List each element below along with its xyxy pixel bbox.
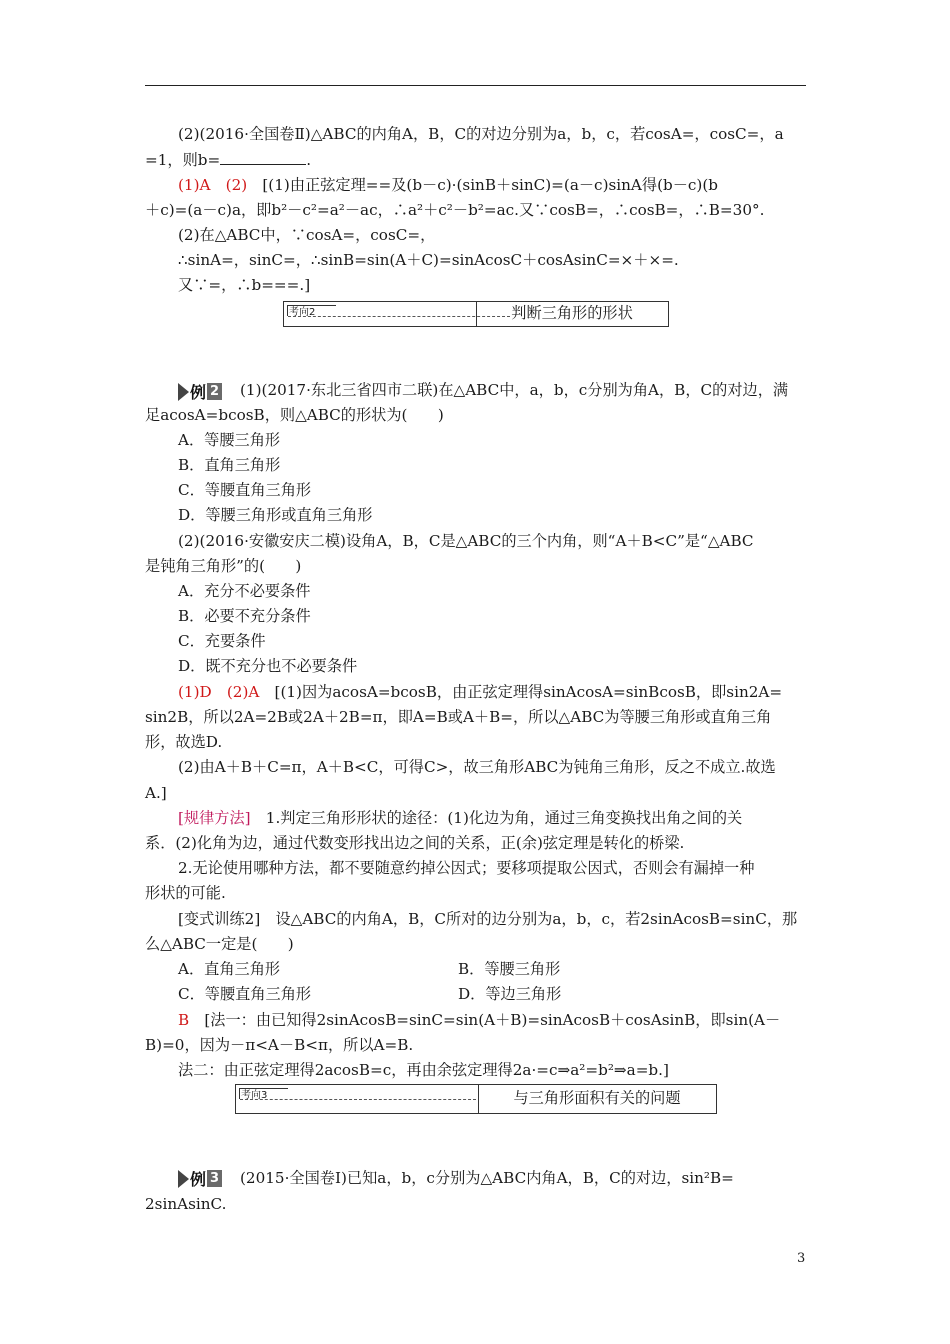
example-number: 3 — [207, 1170, 222, 1187]
example-2-answer-line4: (2)由A＋B＋C=π，A＋B<C，可得C>，故三角形ABC为钝角三角形，反之不成立.故选 — [178, 758, 776, 776]
example-2-answer-line5: A.] — [145, 784, 167, 802]
example-number: 2 — [207, 383, 222, 400]
variant-2-line2: 么△ABC一定是( ) — [145, 935, 294, 953]
topic-title: 判断三角形的形状 — [511, 304, 633, 322]
variant-2-answer-line2: B)=0，因为－π<A－B<π，所以A=B. — [145, 1036, 414, 1054]
example-2-answer-line3: 形，故选D. — [145, 733, 223, 751]
option: C．等腰直角三角形 — [178, 985, 312, 1003]
answer-label: (1)D (2)A — [178, 683, 260, 701]
variant-2-line1: [变式训练2] 设△ABC的内角A，B，C所对的边分别为a，b，c，若2sinAcosB=sinC，那 — [178, 910, 798, 928]
option: B．等腰三角形 — [458, 960, 561, 978]
answer-line4: ∴sinA=，sinC=，∴sinB=sin(A＋C)=sinAcosC＋cosAsinC=×＋×=. — [178, 251, 679, 269]
example-2-q1-line1: (1)(2017·东北三省四市二联)在△ABC中，a，b，c分别为角A，B，C的对边，满 — [240, 381, 789, 399]
method-line4: 形状的可能. — [145, 884, 226, 902]
example-2-answer-line2: sin2B，所以2A=2B或2A＋2B=π，即A=B或A＋B=，所以△ABC为等腰三角形或直角三角 — [145, 708, 772, 726]
topic-title: 与三角形面积有关的问题 — [513, 1089, 681, 1107]
topic-3-header — [235, 1084, 717, 1114]
question-2-text: =1，则b= — [145, 151, 221, 169]
answer-text: [(1)因为acosA=bcosB，由正弦定理得sinAcosA=sinBcosB，即sin2A= — [259, 683, 783, 701]
example-2-answer-line1 — [178, 682, 782, 702]
example-2-q2-line2: 是钝角三角形”的( ) — [145, 557, 302, 575]
option: D．等边三角形 — [458, 985, 562, 1003]
answer-line1 — [178, 175, 718, 195]
example-3-line2: 2sinAsinC. — [145, 1195, 227, 1213]
topic-2-header — [283, 301, 669, 327]
variant-2-answer-line1 — [178, 1010, 780, 1030]
option: B．直角三角形 — [178, 456, 281, 474]
method-line1 — [178, 808, 742, 828]
answer-text: [(1)由正弦定理==及(b－c)·(sinB＋sinC)=(a－c)sinA得(b－c)(b — [247, 176, 718, 194]
triangle-icon — [178, 1170, 189, 1188]
example-3-badge — [178, 1167, 222, 1190]
question-2-line2 — [145, 150, 311, 170]
method-text: 1.判定三角形形状的途径：(1)化边为角，通过三角变换找出角之间的关 — [250, 809, 743, 827]
option: B．必要不充分条件 — [178, 607, 311, 625]
example-2-q1-line2: 足acosA=bcosB，则△ABC的形状为( ) — [145, 406, 444, 424]
example-label: 例 — [190, 383, 207, 402]
answer-line2: ＋c)=(a－c)a，即b²－c²=a²－ac，∴a²＋c²－b²=ac.又∵cosB=，∴cosB=，∴B=30°. — [145, 201, 765, 219]
dashed-line — [240, 1099, 476, 1100]
method-line2: 系．(2)化角为边，通过代数变形找出边之间的关系，正(余)弦定理是转化的桥梁. — [145, 834, 685, 852]
question-2-end: . — [306, 151, 312, 169]
answer-blank — [220, 150, 306, 165]
method-label: [规律方法] — [178, 809, 251, 827]
example-2-badge — [178, 380, 222, 403]
variant-2-answer-line3: 法二：由正弦定理得2acosB=c，再由余弦定理得2a·=c⇒a²=b²⇒a=b.] — [178, 1061, 669, 1079]
example-3-line1: (2015·全国卷Ⅰ)已知a，b，c分别为△ABC内角A，B，C的对边，sin²B= — [240, 1169, 734, 1187]
tag-label: 考向3 — [241, 1090, 268, 1101]
option: A．充分不必要条件 — [178, 582, 311, 600]
example-2-q2-line1: (2)(2016·安徽安庆二模)设角A，B，C是△ABC的三个内角，则“A＋B<C”是“△ABC — [178, 532, 754, 550]
tag-label: 考向2 — [289, 307, 316, 318]
method-line3: 2.无论使用哪种方法，都不要随意约掉公因式；要移项提取公因式，否则会有漏掉一种 — [178, 859, 755, 877]
option: D．既不充分也不必要条件 — [178, 657, 358, 675]
answer-line5: 又∵=，∴b===.] — [178, 276, 311, 294]
answer-label: B — [178, 1011, 190, 1029]
answer-line3: (2)在△ABC中，∵cosA=，cosC=， — [178, 226, 436, 244]
example-label: 例 — [190, 1170, 207, 1189]
page-number: 3 — [797, 1251, 806, 1266]
option: C．充要条件 — [178, 632, 266, 650]
answer-text: [法一：由已知得2sinAcosB=sinC=sin(A＋B)=sinAcosB＋cosAsinB，即sin(A－ — [189, 1011, 781, 1029]
triangle-icon — [178, 383, 189, 401]
header-rule — [145, 85, 806, 86]
option: C．等腰直角三角形 — [178, 481, 312, 499]
option: A．直角三角形 — [178, 960, 281, 978]
answer-label: (1)A (2) — [178, 176, 248, 194]
option: D．等腰三角形或直角三角形 — [178, 506, 373, 524]
option: A．等腰三角形 — [178, 431, 281, 449]
question-2-line1: (2)(2016·全国卷Ⅱ)△ABC的内角A，B，C的对边分别为a，b，c，若cosA=，cosC=，a — [178, 125, 784, 143]
